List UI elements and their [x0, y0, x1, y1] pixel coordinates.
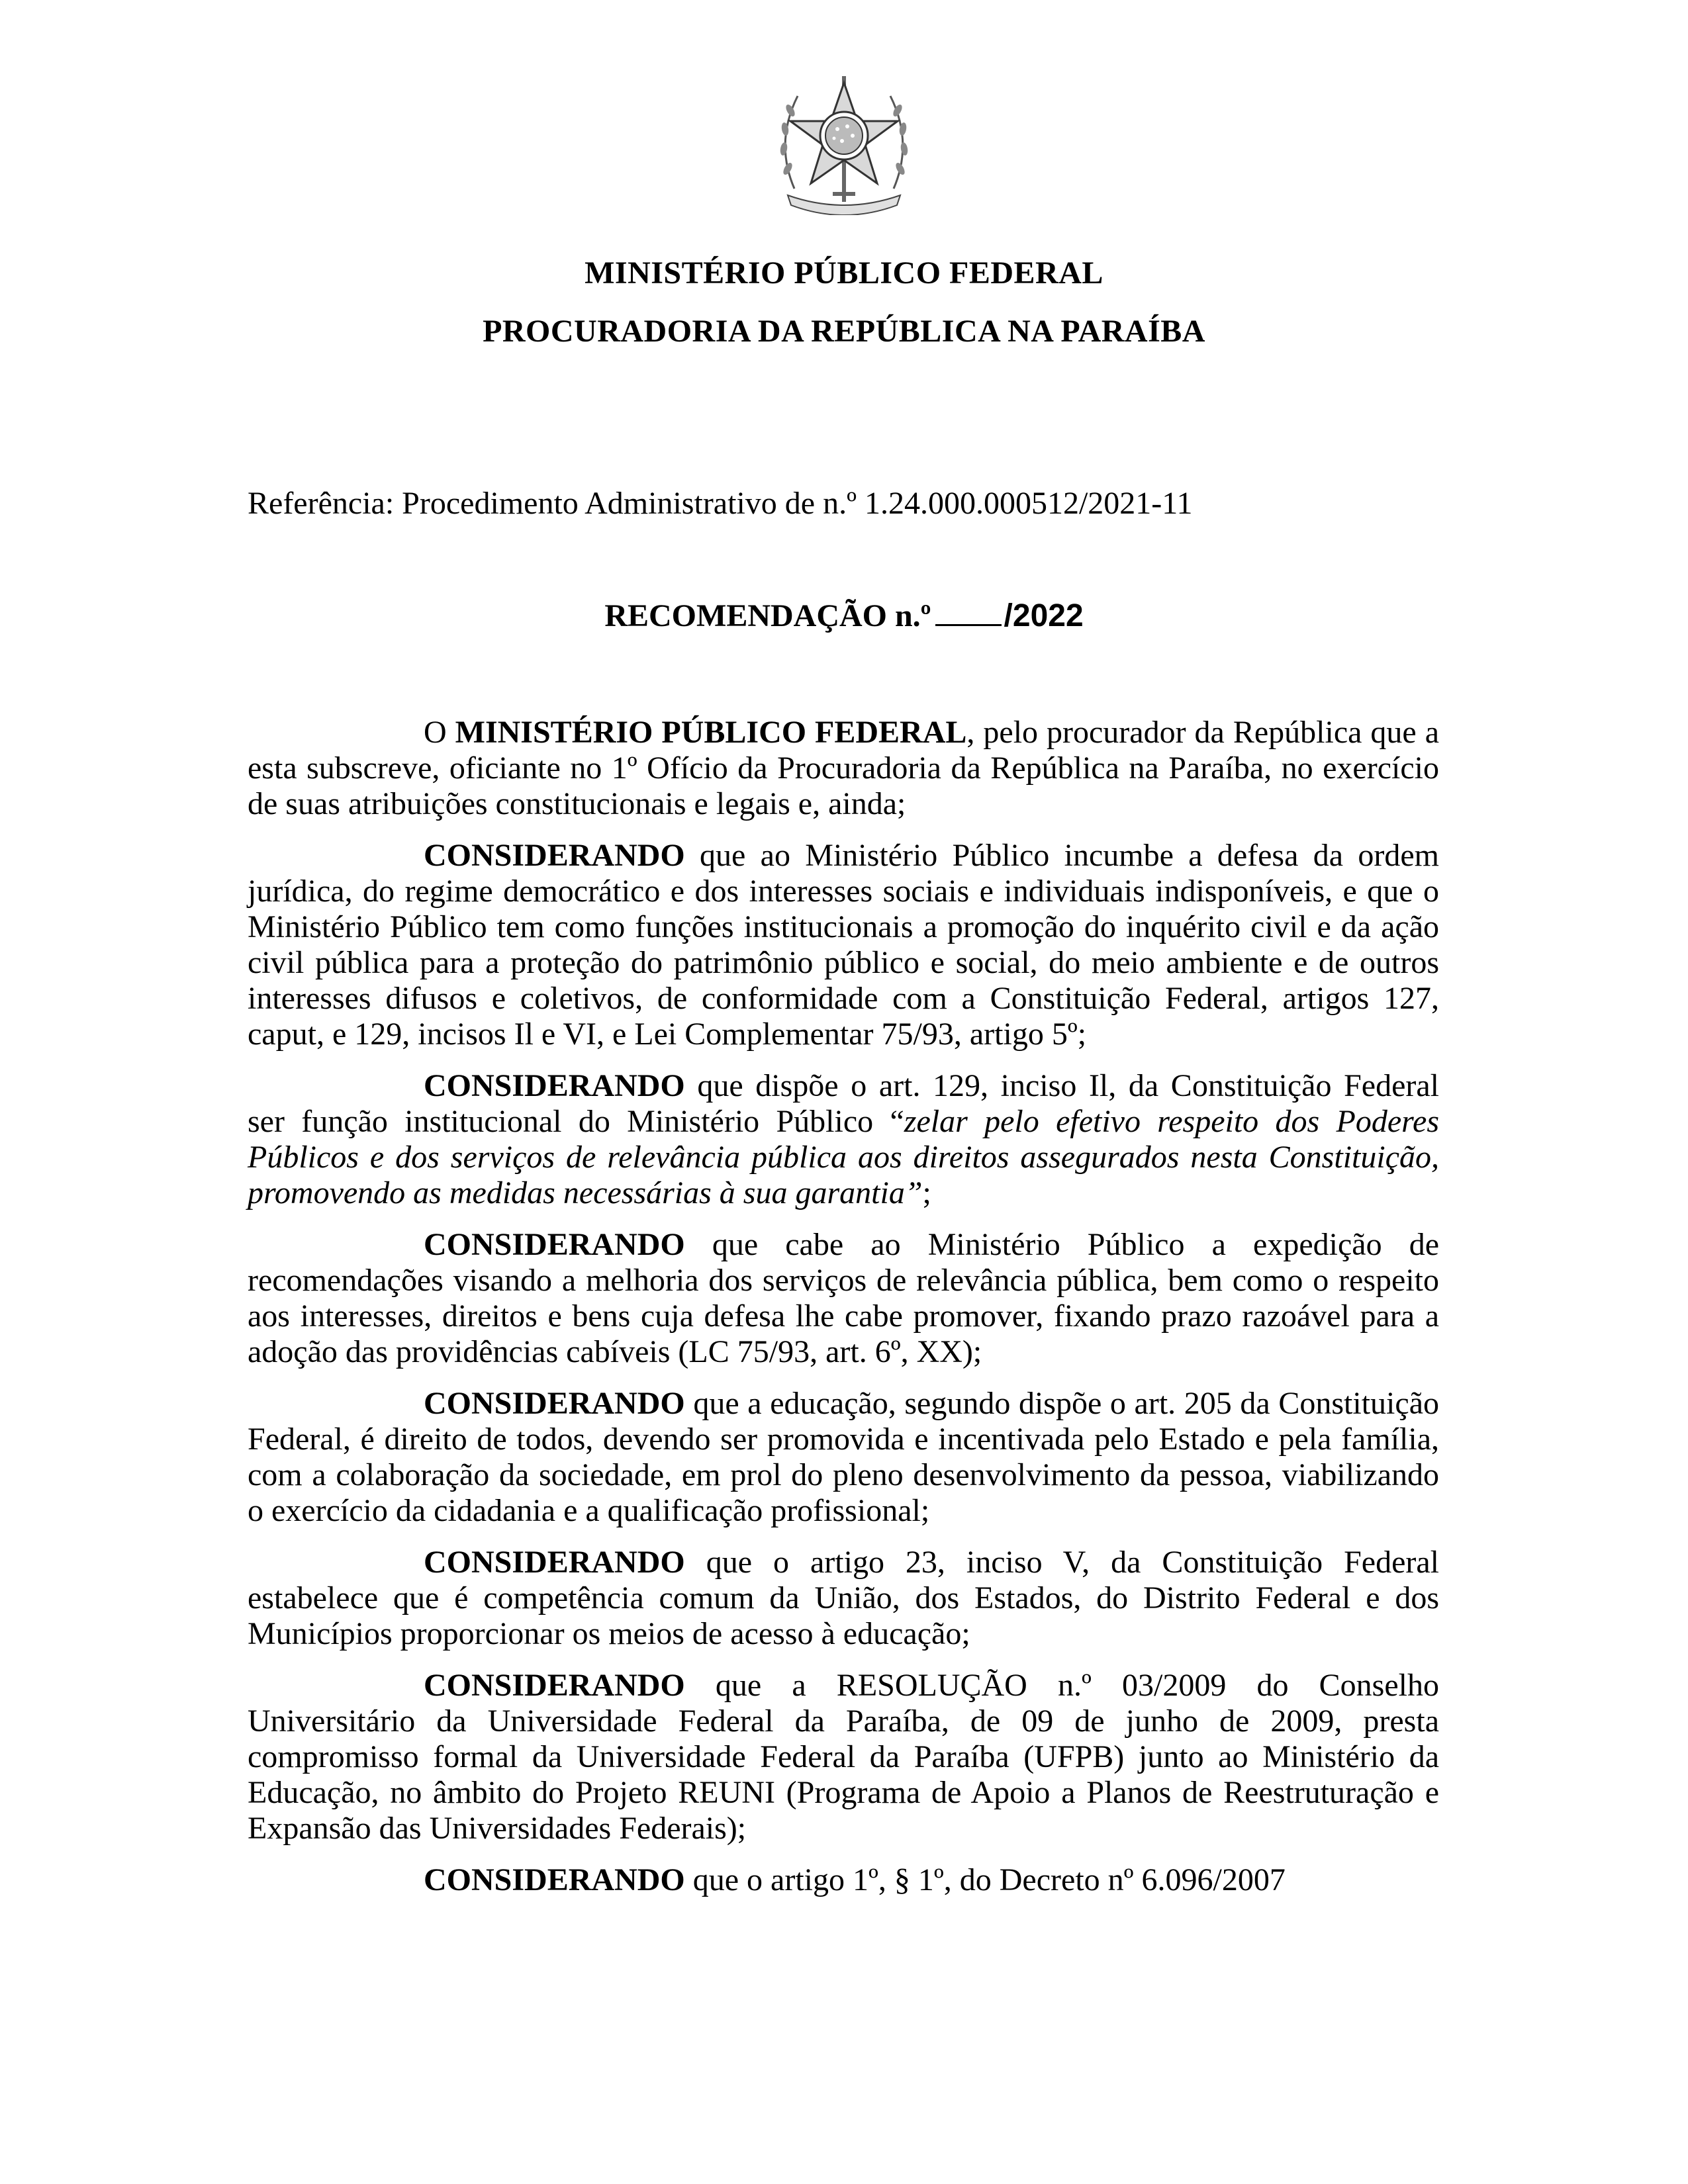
considerando-label: CONSIDERANDO: [424, 1386, 685, 1421]
reference-line: Referência: Procedimento Administrativo de n.º 1.24.000.000512/2021-11: [248, 486, 1193, 521]
paragraph-text: que a educação, segundo dispõe o art. 205 da Constituição Federal, é direito de todos, devendo ser promovida e incentivada pelo Estado e pela família, com a colaboração da sociedade, em prol do pleno desenvolvimento da pessoa, viabilizando o exercício da cidadania e a qualificação profissional;: [248, 1386, 1439, 1528]
paragraph-intro-bold: MINISTÉRIO PÚBLICO FEDERAL: [455, 715, 967, 750]
paragraph-text: que ao Ministério Público incumbe a defesa da ordem jurídica, do regime democrático e dos interesses sociais e individuais indisponíveis, e que o Ministério Público tem como funções institucionais a promoção do inquérito civil e da ação civil pública para a proteção do patrimônio público e social, do meio ambiente e de outros interesses difusos e coletivos, de conformidade com a Constituição Federal, artigos 127, caput, e 129, incisos Il e VI, e Lei Complementar 75/93, artigo 5º;: [248, 838, 1439, 1052]
considerando-label: CONSIDERANDO: [424, 838, 685, 873]
considerando-label: CONSIDERANDO: [424, 1862, 685, 1897]
paragraph-text: que o artigo 23, inciso V, da Constituição Federal estabelece que é competência comum da União, dos Estados, do Distrito Federal e dos Municípios proporcionar os meios de acesso à educação;: [248, 1545, 1439, 1651]
paragraph-considerando-4: [248, 1386, 1439, 1529]
document-body: [248, 715, 1439, 1914]
paragraph-considerando-2: [248, 1068, 1439, 1211]
paragraph-considerando-5: [248, 1545, 1439, 1652]
number-blank: [935, 598, 1002, 626]
paragraph-text: que cabe ao Ministério Público a expedição de recomendações visando a melhoria dos serviços de relevância pública, bem como o respeito aos interesses, direitos e bens cuja defesa lhe cabe promover, fixando prazo razoável para a adoção das providências cabíveis (LC 75/93, art. 6º, XX);: [248, 1227, 1439, 1369]
paragraph-text: que o artigo 1º, § 1º, do Decreto nº 6.096/2007: [684, 1862, 1286, 1897]
recommendation-year: /2022: [1004, 598, 1084, 633]
considerando-label: CONSIDERANDO: [424, 1068, 685, 1103]
considerando-label: CONSIDERANDO: [424, 1668, 685, 1703]
paragraph-considerando-6: [248, 1668, 1439, 1846]
paragraph-considerando-7: [248, 1862, 1439, 1898]
paragraph-text: que a RESOLUÇÃO n.º 03/2009 do Conselho Universitário da Universidade Federal da Paraíba, de 09 de junho de 2009, presta compromisso formal da Universidade Federal da Paraíba (UFPB) junto ao Ministério da Educação, no âmbito do Projeto REUNI (Programa de Apoio a Planos de Reestruturação e Expansão das Universidades Federais);: [248, 1668, 1439, 1846]
paragraph-considerando-3: [248, 1227, 1439, 1370]
paragraph-quote: zelar pelo efetivo respeito dos Poderes Públicos e dos serviços de relevância pública aos direitos assegurados nesta Constituição, promovendo as medidas necessárias à sua garantia”: [248, 1104, 1440, 1210]
brazil-coat-of-arms-icon: [768, 63, 920, 215]
considerando-label: CONSIDERANDO: [424, 1227, 685, 1262]
considerando-label: CONSIDERANDO: [424, 1545, 685, 1580]
paragraph-intro: [248, 715, 1439, 822]
paragraph-intro-lead: O: [424, 715, 455, 750]
recommendation-label: RECOMENDAÇÃO n.º: [604, 598, 931, 633]
paragraph-considerando-1: [248, 838, 1439, 1052]
paragraph-text-end: ;: [922, 1175, 931, 1210]
header-procuradoria: PROCURADORIA DA REPÚBLICA NA PARAÍBA: [483, 314, 1205, 349]
header-ministry: MINISTÉRIO PÚBLICO FEDERAL: [585, 255, 1103, 291]
recommendation-title: [0, 598, 1688, 635]
paragraph-intro-text: , pelo procurador da República que a esta subscreve, oficiante no 1º Ofício da Procuradoria da República na Paraíba, no exercício de suas atribuições constitucionais e legais e, ainda;: [248, 715, 1439, 821]
paragraph-text: que dispõe o art. 129, inciso Il, da Constituição Federal ser função institucional do Ministério Público “: [248, 1068, 1439, 1139]
